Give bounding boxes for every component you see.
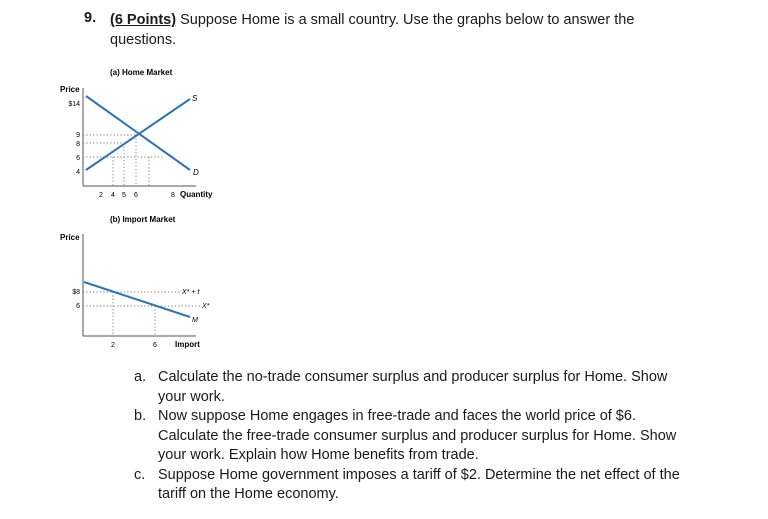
graph-b-y-label: Price	[60, 233, 80, 242]
demand-label: D	[193, 168, 199, 177]
graph-a-y-ticks	[68, 101, 80, 176]
import-demand-curve	[84, 282, 190, 317]
graph-b-title: (b) Import Market	[110, 215, 176, 224]
part-label: a.	[134, 369, 147, 385]
part-text: Calculate the no-trade consumer surplus and producer surplus for Home. Show your work.	[158, 369, 668, 405]
y-tick: $8	[72, 289, 80, 296]
y-tick: 4	[76, 169, 80, 176]
graph-a-title: (a) Home Market	[110, 68, 173, 77]
y-tick: 6	[76, 155, 80, 162]
x-tick: 2	[111, 342, 115, 349]
y-tick: 9	[76, 132, 80, 139]
export-supply-label: X*	[202, 303, 210, 310]
x-tick: 4	[111, 192, 115, 199]
import-market-graph	[60, 215, 210, 349]
x-tick: 2	[99, 192, 103, 199]
home-market-graph	[60, 68, 213, 199]
import-demand-label: M	[192, 317, 198, 324]
x-tick: 8	[171, 192, 175, 199]
y-tick: 8	[76, 141, 80, 148]
graph-a-x-label: Quantity	[180, 190, 213, 199]
y-tick: 6	[76, 303, 80, 310]
part-label: c.	[134, 466, 146, 483]
part-text: Suppose Home government imposes a tariff of $2. Determine the net effect of the tariff on the Home economy.	[158, 466, 680, 502]
graph-a-y-label: Price	[60, 85, 80, 94]
supply-label: S	[192, 94, 198, 103]
question-text: Suppose Home is a small country. Use the graphs below to answer the questions.	[110, 12, 635, 48]
part-label: b.	[134, 408, 147, 424]
y-tick: $14	[68, 101, 80, 108]
graph-b-y-ticks	[72, 289, 80, 310]
graph-a-x-ticks	[99, 192, 175, 199]
question-points: (6 Points)	[110, 12, 177, 28]
question-part	[134, 407, 694, 466]
part-text: Now suppose Home engages in free-trade and faces the world price of $6. Calculate the free-trade consumer surplus and producer surplus for Home. Show your work. Explain how Home benefits from trade.	[158, 408, 677, 463]
x-tick: 6	[153, 342, 157, 349]
x-tick: 5	[122, 192, 126, 199]
graph-b-x-ticks	[111, 342, 157, 349]
graph-b-x-label: Import	[175, 340, 200, 349]
question-parts	[134, 368, 694, 505]
x-tick: 6	[134, 192, 138, 199]
question-part	[134, 368, 694, 407]
export-supply-tariff-label: X* + t	[182, 289, 200, 296]
question-part	[134, 466, 694, 505]
question-number: 9.	[84, 10, 97, 26]
